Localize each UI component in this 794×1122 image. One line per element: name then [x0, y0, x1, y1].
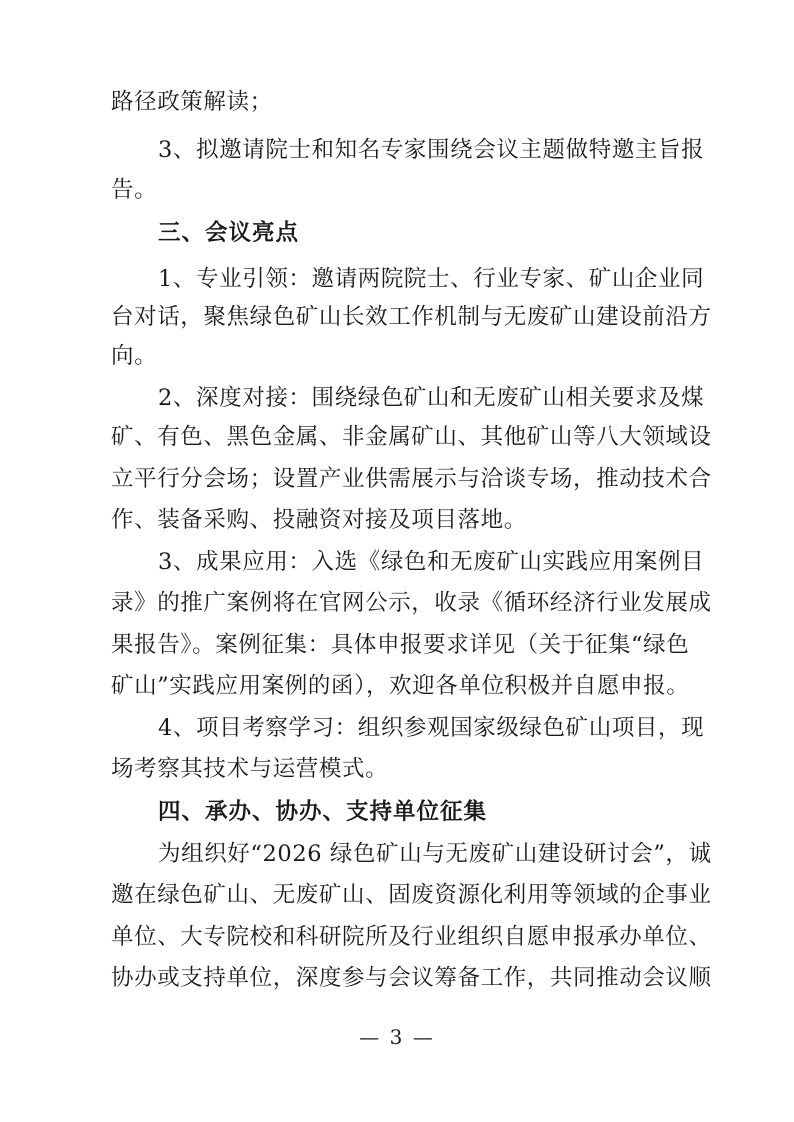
body-text-line: 向。 — [111, 343, 158, 369]
list-item-line: 1、专业引领：邀请两院院士、行业专家、矿山企业同 — [158, 266, 705, 292]
body-text-line: 邀在绿色矿山、无废矿山、固废资源化利用等领域的企事业 — [111, 882, 712, 908]
body-text-line: 协办或支持单位，深度参与会议筹备工作，共同推动会议顺 — [111, 965, 712, 991]
page-number: — 3 — — [359, 1025, 435, 1049]
list-item-line: 为组织好“2026 绿色矿山与无废矿山建设研讨会”，诚 — [158, 841, 712, 867]
list-item-line: 2、深度对接：围绕绿色矿山和无废矿山相关要求及煤 — [158, 385, 705, 411]
body-text-line: 场考察其技术与运营模式。 — [111, 756, 389, 782]
body-text-line: 录》的推广案例将在官网公示，收录《循环经济行业发展成 — [111, 590, 712, 616]
body-text-line: 台对话，聚焦绿色矿山长效工作机制与无废矿山建设前沿方 — [111, 304, 712, 330]
body-text-line: 果报告》。案例征集：具体申报要求详见（关于征集“绿色 — [111, 632, 690, 658]
body-text-line: 单位、大专院校和科研院所及行业组织自愿申报承办单位、 — [111, 924, 712, 950]
body-text-line: 路径政策解读； — [111, 89, 273, 115]
body-text-line: 作、装备采购、投融资对接及项目落地。 — [111, 507, 527, 533]
section-heading: 三、会议亮点 — [158, 220, 300, 246]
body-text-line: 矿、有色、黑色金属、非金属矿山、其他矿山等八大领域设 — [111, 424, 712, 450]
body-text-line: 矿山”实践应用案例的函），欢迎各单位积极并自愿申报。 — [111, 673, 690, 699]
list-item-line: 3、拟邀请院士和知名专家围绕会议主题做特邀主旨报 — [158, 137, 705, 163]
section-heading: 四、承办、协办、支持单位征集 — [158, 799, 488, 825]
body-text-line: 立平行分会场；设置产业供需展示与洽谈专场，推动技术合 — [111, 466, 712, 492]
list-item-line: 3、成果应用：入选《绿色和无废矿山实践应用案例目 — [158, 549, 705, 575]
list-item-line: 4、项目考察学习：组织参观国家级绿色矿山项目，现 — [158, 715, 705, 741]
body-text-line: 告。 — [111, 177, 158, 203]
